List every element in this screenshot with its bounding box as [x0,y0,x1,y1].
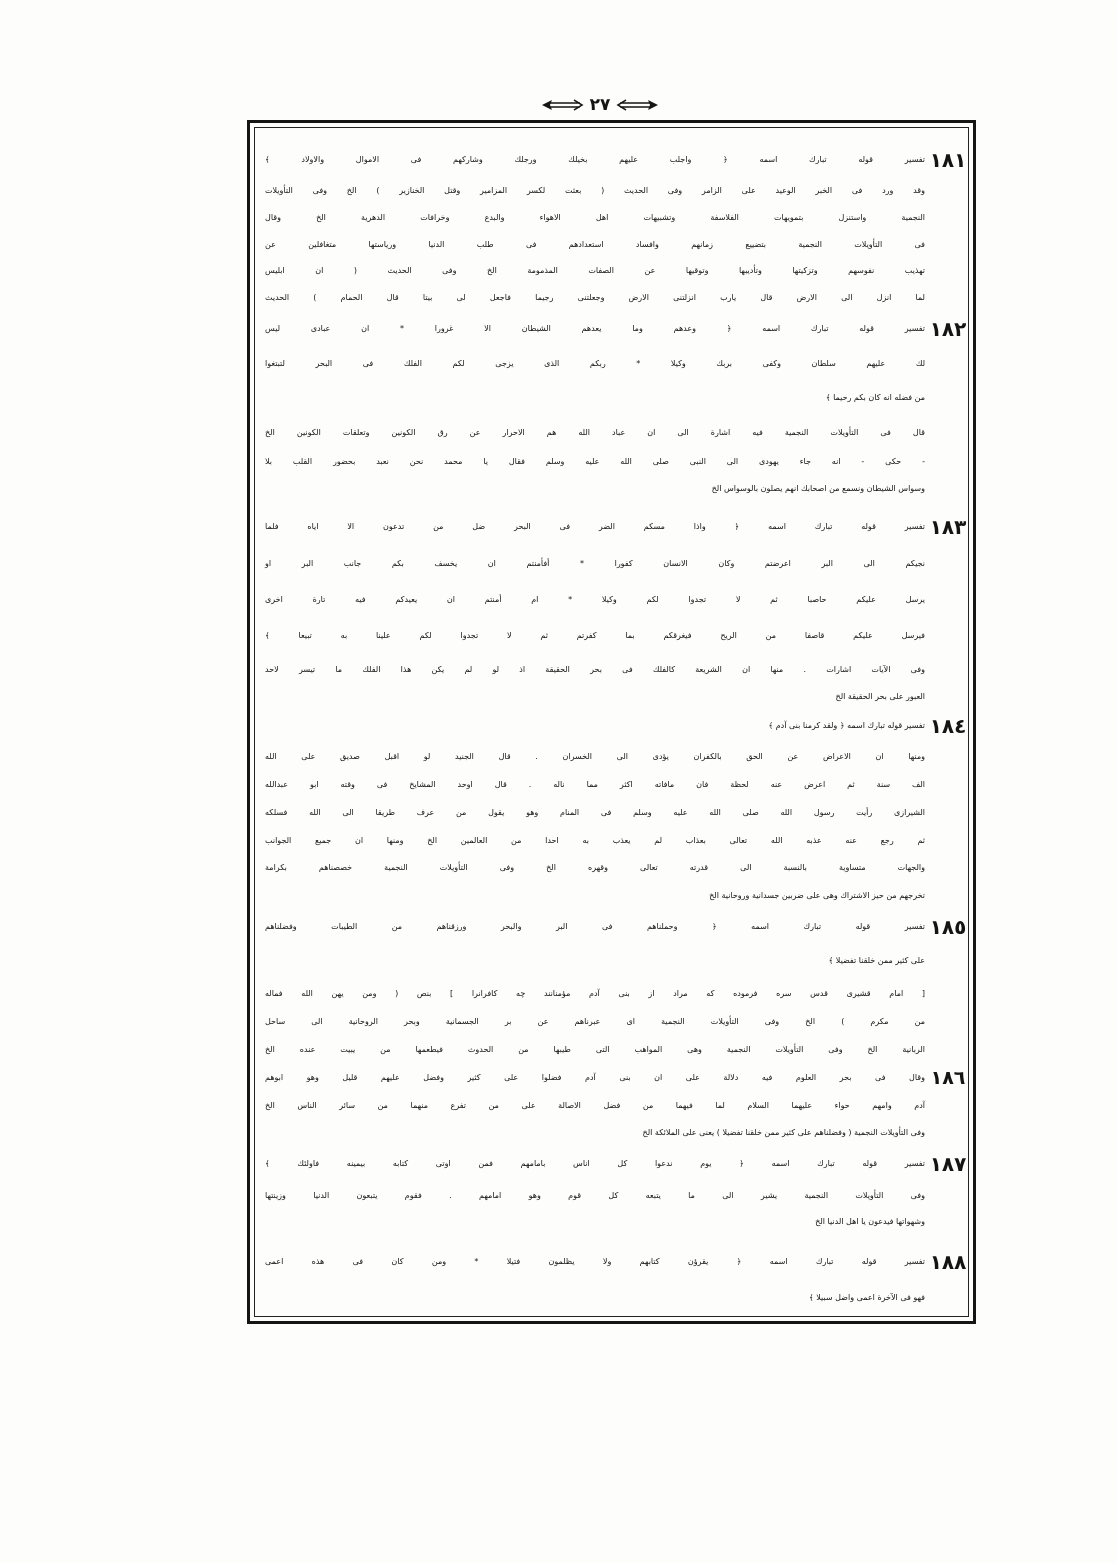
commentary-line: وقال فى بحر العلوم فيه دلالة على ان بنى آدم فضلوا على كثير وفضل عليهم قليل وهو ابوهم [265,1073,925,1082]
verse-line: تفسير قوله تبارك اسمه ﴿ يقرؤن كتابهم ولا يظلمون فتيلا * ومن كان فى هذه اعمى [265,1257,925,1266]
entry-number: ١٨٦ [930,1067,966,1089]
verse-line: على كثير ممن خلقنا تفضيلا ﴾ [828,956,925,965]
entry-number: ١٨٥ [929,915,967,939]
commentary-line: فى التأويلات النجمية بتضييع زمانهم وافساد استعدادهم فى طلب الدنيا ورياستها متغافلين عن [265,240,925,249]
verse-line: يرسل عليكم حاصبا ثم لا تجدوا لكم وكيلا * ام أمنتم ان يعيدكم فيه تارة اخرى [265,595,925,604]
commentary-line: العبور على بحر الحقيقة الخ [835,692,925,701]
verse-line: تفسير قوله تبارك اسمه ﴿ واذا مسكم الضر فى البحر ضل من تدعون الا اياه فلما [265,522,925,531]
page-header [530,92,670,118]
commentary-line: وسواس الشيطان ونسمع من اصحابك انهم يصلون بالوسواس الخ [711,484,925,493]
commentary-line: والجهات متساوية بالنسبة الى قدرته تعالى وقهره الخ وفى التأويلات النجمية خصصناهم بكرامة [265,863,925,872]
entry-number: ١٨٣ [929,515,967,539]
commentary-line: [ امام قشيرى قدس سره فرموده كه مراد از بنى آدم مؤمنانند چه كافرانرا ] بنص ( ومن يهن الله فماله [265,989,925,998]
commentary-line: - حكى - انه جاء يهودى الى النبى صلى الله عليه وسلم فقال يا محمد نحن نعبد بحضور القلب بلا [265,457,925,466]
commentary-line: وفى الآيات اشارات . منها ان الشريعة كالفلك فى بحر الحقيقة اذ لو لم يكن هذا الفلك ما تيسر لاحد [265,665,925,674]
commentary-line: ثم رجع عنه عذبه الله تعالى بعذاب لم يعذب به احدا من العالمين الخ ومنها ان جميع الجوانب [265,836,925,845]
entry-number: ١٨١ [929,148,967,172]
verse-line: فيرسل عليكم قاصفا من الريح فيغرقكم بما كفرتم ثم لا تجدوا لكم علينا به تبيعا ﴾ [265,631,925,640]
commentary-line: آدم وامهم حواء عليهما السلام لما فيهما من فضل الاصالة على من تفرع منهما من سائر الناس الخ [265,1101,925,1110]
ornament-left-icon [540,98,584,112]
commentary-line: الشيرازى رأيت رسول الله صلى الله عليه وسلم فى المنام وهو يقول من عرف طريقا الى الله فسلكه [265,808,925,817]
page-number: ٢٧ [589,95,611,115]
ornament-right-icon [616,98,660,112]
verse-line: تفسير قوله تبارك اسمه ﴿ واجلب عليهم بخيلك ورجلك وشاركهم فى الاموال والاولاد ﴾ [265,155,925,164]
verse-line: تفسير قوله تبارك اسمه ﴿ ولقد كرمنا بنى آدم ﴾ [768,721,925,730]
verse-line: من فضله انه كان بكم رحيما ﴾ [825,393,925,402]
entry-number: ١٨٢ [929,317,967,341]
commentary-line: الف سنة ثم اعرض عنه لحظة فان مافاته اكثر مما ناله . قال اوحد المشايخ فى وقته ابو عبدالله [265,780,925,789]
commentary-line: وشهواتها فيدعون يا اهل الدنيا الخ [815,1217,925,1226]
verse-line: نجيكم الى البر اعرضتم وكان الانسان كفورا * أفأمنتم ان يخسف بكم جانب البر او [265,559,925,568]
commentary-line: وقد ورد فى الخبر الوعيد على الزامر وفى الحديث ( بعثت لكسر المزامير وقتل الخنازير ) الخ وفى التأويلات [265,186,925,195]
commentary-line: ومنها ان الاعراض عن الحق بالكفران يؤدى الى الخسران . قال الجنيد لو اقبل صديق على الله [265,752,925,761]
commentary-line: من مكرم ) الخ وفى التأويلات النجمية اى عبرناهم عن بر الجسمانية وبحر الروحانية الى ساحل [265,1017,925,1026]
commentary-line: لما انزل الى الارض قال يارب انزلتنى الارض وجعلتنى رجيما فاجعل لى بيتا قال الحمام ) الحديث [265,293,925,302]
commentary-line: الربانية الخ وفى التأويلات النجمية وهى المواهب التى طيبها من الحدوث فيطعمها من يبيت عنده الخ [265,1045,925,1054]
commentary-line: قال فى التأويلات النجمية فيه اشارة الى ان عباد الله هم الاحرار عن رق الكونين وتعلقات الكونين الخ [265,428,925,437]
verse-line: لك عليهم سلطان وكفى بربك وكيلا * ربكم الذى يزجى لكم الفلك فى البحر لتبتغوا [265,359,925,368]
verse-line: تفسير قوله تبارك اسمه ﴿ وعدهم وما يعدهم الشيطان الا غرورا * ان عبادى ليس [265,324,925,333]
entry-number: ١٨٨ [929,1250,967,1274]
commentary-line: وفى التأويلات النجمية ( وفضلناهم على كثير ممن خلقنا تفضيلا ) يعنى على الملائكة الخ [642,1128,925,1137]
verse-line: تفسير قوله تبارك اسمه ﴿ يوم ندعوا كل اناس بامامهم فمن اوتى كتابه بيمينه فاولئك ﴾ [265,1159,925,1168]
entry-number: ١٨٤ [929,714,967,738]
verse-line: فهو فى الآخرة اعمى واضل سبيلا ﴾ [809,1293,925,1302]
entry-number: ١٨٧ [929,1152,967,1176]
commentary-line: تخرجهم من حيز الاشتراك وهى على ضربين جسدانية وروحانية الخ [709,891,925,900]
verse-line: تفسير قوله تبارك اسمه ﴿ وحملناهم فى البر والبحر ورزقناهم من الطيبات وفضلناهم [265,922,925,931]
commentary-line: النجمية واستنزل بتمويهات الفلاسفة وتشبيهات اهل الاهواء والبدع وخرافات الدهرية الخ وقال [265,213,925,222]
commentary-line: تهذيب نفوسهم وتزكيتها وتأديبها وتوقيها عن الصفات المذمومة الخ وفى الحديث ( ان ابليس [265,266,925,275]
commentary-line: وفى التأويلات النجمية يشير الى ما يتبعه كل قوم وهو امامهم . فقوم يتبعون الدنيا وزينتها [265,1191,925,1200]
